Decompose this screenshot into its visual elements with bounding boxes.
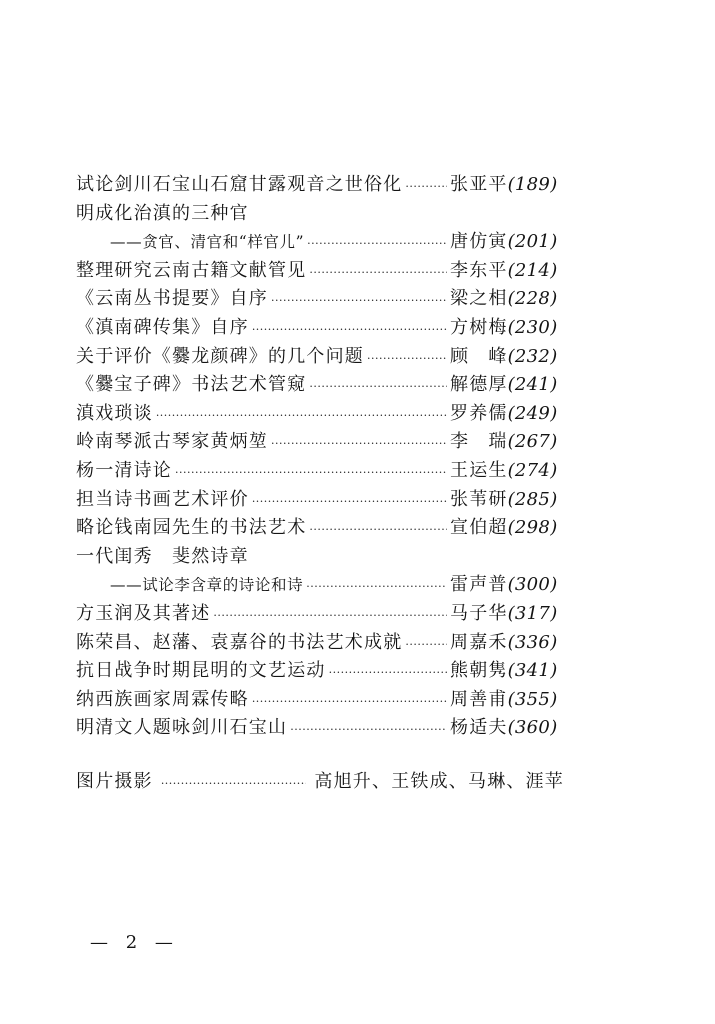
- entry-author: [450, 314, 562, 343]
- entry-page: (201): [507, 231, 558, 253]
- entry-author: [450, 514, 562, 543]
- toc-entry: [76, 600, 562, 629]
- toc-entry: [76, 200, 562, 229]
- entry-page: (230): [507, 316, 558, 338]
- dot-leader: [161, 777, 307, 790]
- dot-leader: [252, 488, 447, 517]
- entry-page: (249): [507, 402, 558, 424]
- dot-leader: [271, 287, 447, 316]
- entry-title: 陈荣昌、赵藩、袁嘉谷的书法艺术成就: [76, 631, 403, 653]
- author-name: 周善甫: [450, 688, 508, 710]
- toc-entry: [76, 714, 562, 743]
- photo-credits: [76, 767, 564, 793]
- toc-entry: [76, 543, 562, 572]
- entry-title: 略论钱南园先生的书法艺术: [76, 517, 307, 539]
- entry-title: 岭南琴派古琴家黄炳堃: [76, 431, 268, 453]
- entry-author: [450, 686, 562, 715]
- toc-entry: [76, 285, 562, 314]
- dot-leader: [405, 631, 447, 660]
- photo-label: 图片摄影: [76, 771, 153, 792]
- entry-author: [450, 428, 562, 457]
- toc-entry: [76, 514, 562, 543]
- dot-leader: [213, 602, 447, 631]
- author-name: 罗养儒: [450, 402, 508, 424]
- entry-author: [450, 714, 562, 743]
- entry-author: [450, 657, 562, 686]
- entry-page: (298): [507, 517, 558, 539]
- toc-entry: [76, 657, 562, 686]
- entry-title: 关于评价《爨龙颜碑》的几个问题: [76, 345, 364, 367]
- toc-entry: [76, 343, 562, 372]
- author-name: 雷声普: [450, 574, 508, 596]
- entry-title: ——试论李含章的诗论和诗: [110, 576, 304, 595]
- entry-author: [450, 629, 562, 658]
- author-name: 宣伯超: [450, 517, 508, 539]
- author-name: 方树梅: [450, 316, 508, 338]
- author-name: 梁之相: [450, 288, 508, 310]
- entry-title: ——贪官、清官和“样官儿”: [110, 233, 305, 252]
- entry-author: [450, 457, 562, 486]
- entry-author: [450, 228, 562, 257]
- entry-page: (267): [507, 431, 558, 453]
- entry-title: 一代闺秀 斐然诗章: [76, 545, 249, 567]
- entry-title: 抗日战争时期昆明的文艺运动: [76, 660, 326, 682]
- entry-title: 滇戏琐谈: [76, 402, 153, 424]
- entry-title: 纳西族画家周霖传略: [76, 688, 249, 710]
- toc-entry: [76, 400, 562, 429]
- toc-entry-subtitle: [76, 228, 562, 257]
- dot-leader: [271, 430, 447, 459]
- entry-page: (300): [507, 574, 558, 596]
- author-name: 李 瑞: [450, 431, 508, 453]
- author-name: 张亚平: [450, 174, 508, 195]
- entry-page: (274): [507, 459, 558, 481]
- entry-title: 《滇南碑传集》自序: [76, 316, 249, 338]
- dot-leader: [307, 230, 447, 259]
- entry-title: 方玉润及其著述: [76, 602, 211, 624]
- photographer-names: 高旭升、王铁成、马琳、涯苹: [314, 771, 564, 792]
- dot-leader: [175, 459, 447, 488]
- entry-page: (341): [507, 660, 558, 682]
- entry-page: (232): [507, 345, 558, 367]
- entry-author: [450, 600, 562, 629]
- dot-leader: [252, 316, 447, 345]
- entry-title: 试论剑川石宝山石窟甘露观音之世俗化: [76, 174, 403, 195]
- toc-entry: [76, 629, 562, 658]
- dot-leader: [252, 688, 447, 717]
- entry-author: [450, 171, 562, 200]
- page-number: — 2 —: [90, 932, 179, 953]
- entry-title: 杨一清诗论: [76, 459, 172, 481]
- dot-leader: [329, 659, 447, 688]
- author-name: 周嘉禾: [450, 631, 508, 653]
- author-name: 马子华: [450, 602, 508, 624]
- author-name: 熊朝隽: [450, 660, 508, 682]
- toc-entry: [76, 486, 562, 515]
- toc-entry: [76, 371, 562, 400]
- entry-author: [450, 571, 562, 600]
- dot-leader: [290, 716, 447, 745]
- toc-entry: [76, 428, 562, 457]
- author-name: 杨适夫: [450, 717, 508, 739]
- author-name: 解德厚: [450, 374, 508, 396]
- dot-leader: [306, 573, 447, 602]
- toc-entry: [76, 257, 562, 286]
- entry-author: [450, 371, 562, 400]
- dot-leader: [309, 373, 447, 402]
- entry-title: 整理研究云南古籍文献管见: [76, 259, 307, 281]
- entry-title: 明清文人题咏剑川石宝山: [76, 717, 288, 739]
- author-name: 张苇研: [450, 488, 508, 510]
- entry-page: (241): [507, 374, 558, 396]
- dot-leader: [309, 259, 447, 288]
- entry-title: 明成化治滇的三种官: [76, 202, 249, 224]
- entry-page: (189): [507, 174, 558, 195]
- toc-entry: [76, 171, 562, 200]
- entry-page: (228): [507, 288, 558, 310]
- entry-title: 担当诗书画艺术评价: [76, 488, 249, 510]
- dot-leader: [156, 402, 447, 431]
- entry-page: (285): [507, 488, 558, 510]
- entry-page: (317): [507, 602, 558, 624]
- entry-page: (336): [507, 631, 558, 653]
- toc-entry-subtitle: [76, 571, 562, 600]
- entry-page: (360): [507, 717, 558, 739]
- entry-author: [450, 285, 562, 314]
- toc-entry: [76, 457, 562, 486]
- entry-author: [450, 257, 562, 286]
- dot-leader: [405, 173, 447, 202]
- author-name: 王运生: [450, 459, 508, 481]
- entry-author: [450, 400, 562, 429]
- toc-entry: [76, 314, 562, 343]
- entry-page: (355): [507, 688, 558, 710]
- dot-leader: [309, 516, 447, 545]
- author-name: 顾 峰: [450, 345, 508, 367]
- table-of-contents: [76, 171, 562, 743]
- entry-author: [450, 486, 562, 515]
- author-name: 李东平: [450, 259, 508, 281]
- entry-author: [450, 343, 562, 372]
- entry-page: (214): [507, 259, 558, 281]
- entry-title: 《云南丛书提要》自序: [76, 288, 268, 310]
- dot-leader: [367, 345, 447, 374]
- toc-entry: [76, 686, 562, 715]
- entry-title: 《爨宝子碑》书法艺术管窥: [76, 374, 307, 396]
- author-name: 唐仿寅: [450, 231, 508, 253]
